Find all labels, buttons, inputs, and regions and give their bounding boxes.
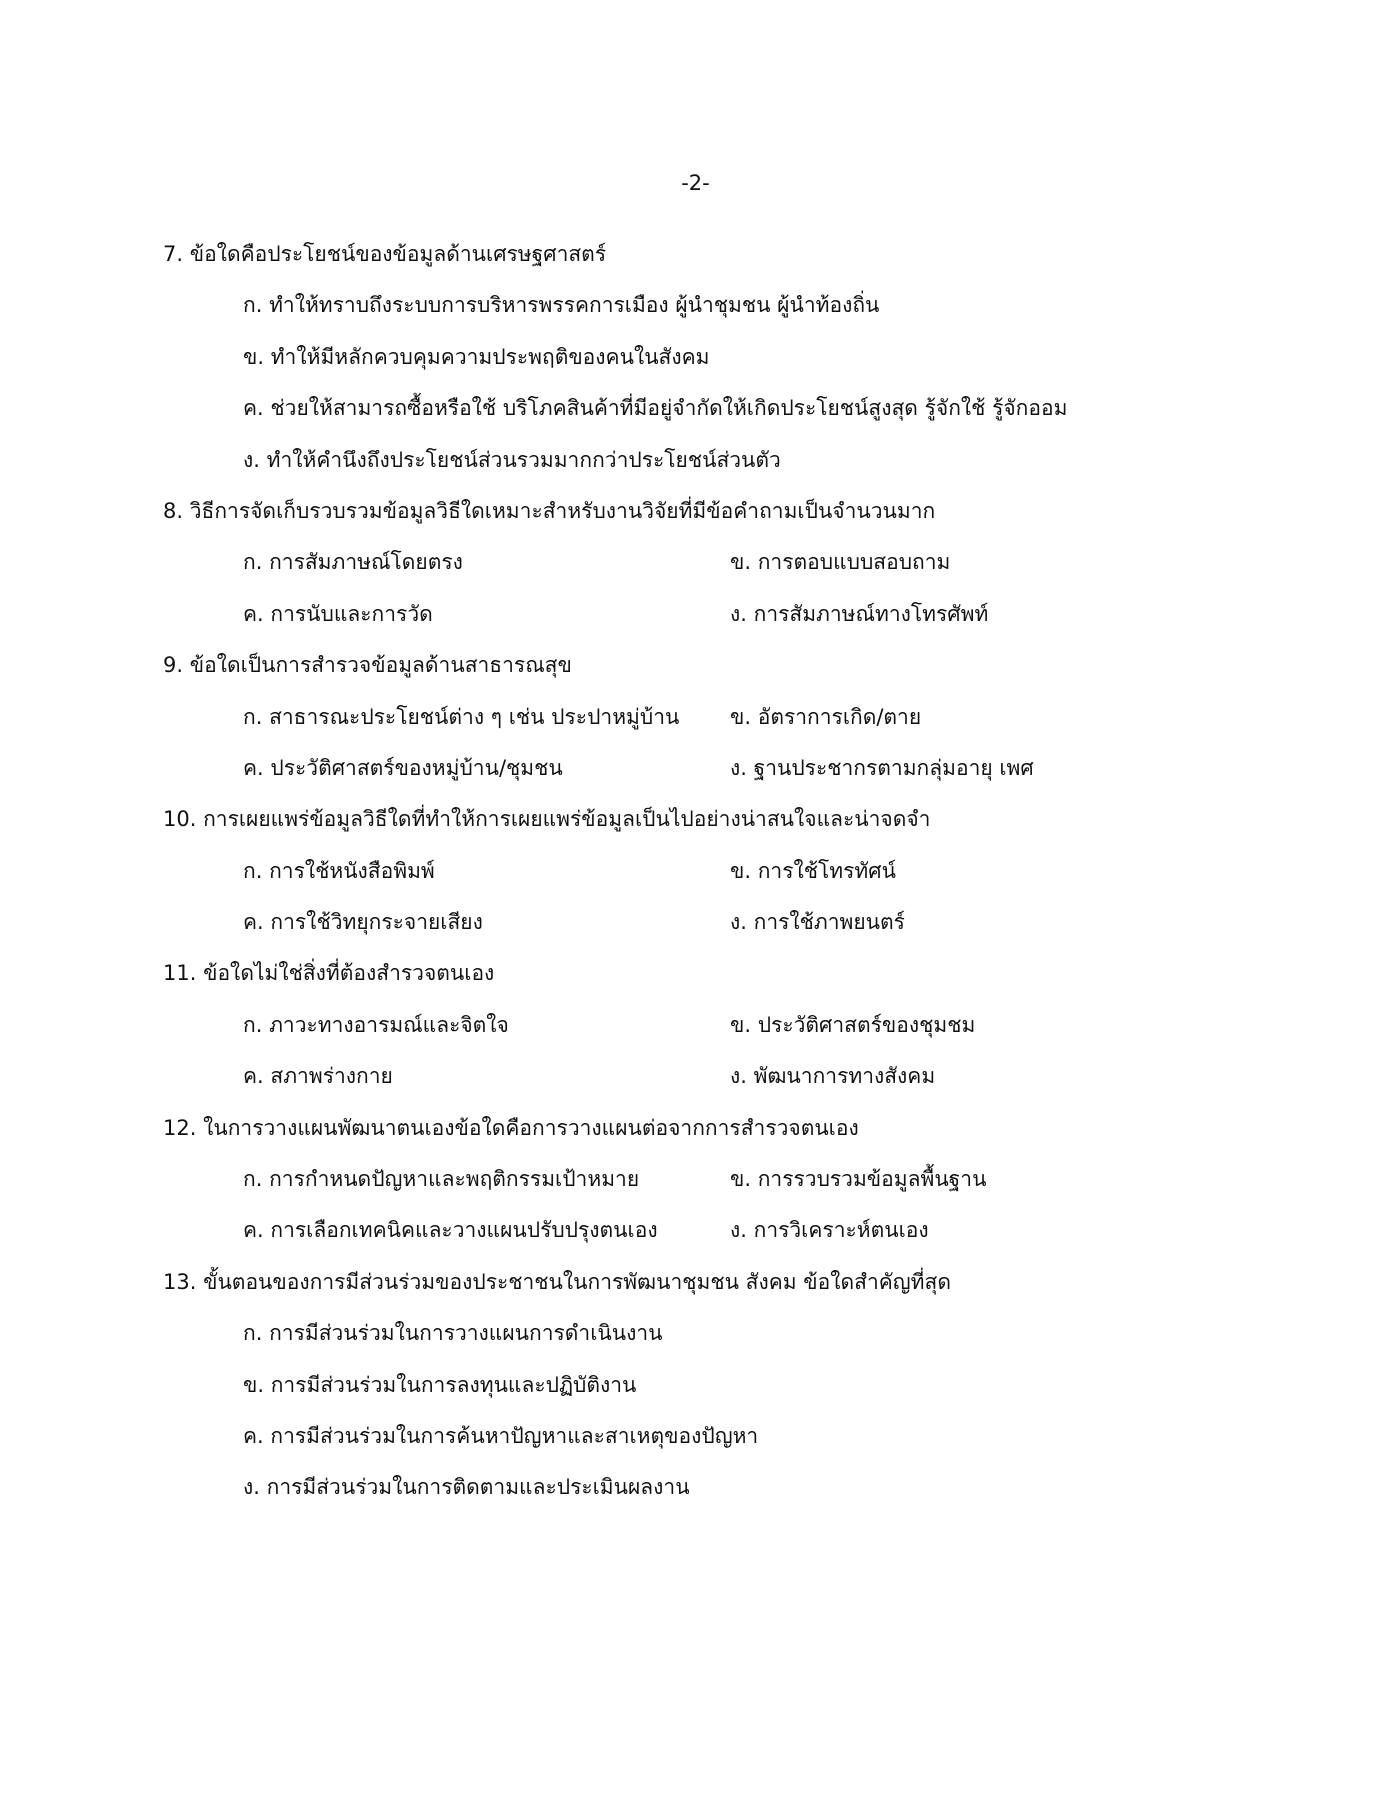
option-b: ข. การใช้โทรทัศน์ <box>730 858 896 883</box>
question-stem: ขั้นตอนของการมีส่วนร่วมของประชาชนในการพัฒนาชุมชน สังคม ข้อใดสำคัญที่สุด <box>203 1269 951 1294</box>
option-d: ง. ทำให้คำนึงถึงประโยชน์ส่วนรวมมากกว่าประโยชน์ส่วนตัว <box>243 447 781 472</box>
option-c: ค. การใช้วิทยุกระจายเสียง <box>243 910 483 935</box>
option-d: ง. การวิเคราะห์ตนเอง <box>730 1218 929 1243</box>
option-row <box>163 1161 1263 1212</box>
option-a: ก. ภาวะทางอารมณ์และจิตใจ <box>243 1012 509 1037</box>
option-c: ค. การมีส่วนร่วมในการค้นหาปัญหาและสาเหตุของปัญหา <box>243 1423 759 1448</box>
option-row <box>163 750 1263 801</box>
question-number: 12. <box>163 1115 197 1140</box>
option-d: ง. การสัมภาษณ์ทางโทรศัพท์ <box>730 601 989 626</box>
option-row <box>163 853 1263 904</box>
option-a: ก. การสัมภาษณ์โดยตรง <box>243 550 463 575</box>
question-text <box>163 1110 1263 1161</box>
page-number-text: -2- <box>681 171 710 195</box>
question-text <box>163 647 1263 698</box>
question-9 <box>163 647 1263 801</box>
question-text <box>163 236 1263 287</box>
question-number: 10. <box>163 807 197 832</box>
question-12 <box>163 1110 1263 1264</box>
question-stem: ข้อใดคือประโยชน์ของข้อมูลด้านเศรษฐศาสตร์ <box>189 242 607 266</box>
question-number: 8. <box>163 498 184 523</box>
option-b: ข. ประวัติศาสตร์ของชุมชม <box>730 1012 976 1037</box>
question-number: 9. <box>163 653 184 678</box>
question-number: 13. <box>163 1269 197 1294</box>
option-b: ข. การรวบรวมข้อมูลพื้นฐาน <box>730 1167 987 1192</box>
option-row <box>163 1007 1263 1058</box>
question-number: 7. <box>163 242 184 266</box>
option-a: ก. การมีส่วนร่วมในการวางแผนการดำเนินงาน <box>243 1321 663 1346</box>
question-text <box>163 955 1263 1006</box>
option-c: ค. การนับและการวัด <box>243 601 433 626</box>
question-11 <box>163 955 1263 1109</box>
option-c: ค. สภาพร่างกาย <box>243 1064 393 1089</box>
question-stem: ข้อใดเป็นการสำรวจข้อมูลด้านสาธารณสุข <box>189 653 572 678</box>
question-stem: ในการวางแผนพัฒนาตนเองข้อใดคือการวางแผนต่อจากการสำรวจตนเอง <box>203 1115 859 1140</box>
option-c: ค. ประวัติศาสตร์ของหมู่บ้าน/ชุมชน <box>243 755 563 780</box>
option-row <box>163 1058 1263 1109</box>
option-a: ก. ทำให้ทราบถึงระบบการบริหารพรรคการเมือง ผู้นำชุมชน ผู้นำท้องถิ่น <box>243 293 880 318</box>
option-c: ค. การเลือกเทคนิคและวางแผนปรับปรุงตนเอง <box>243 1218 658 1243</box>
option-d: ง. พัฒนาการทางสังคม <box>730 1064 936 1089</box>
option-b: ข. ทำให้มีหลักควบคุมความประพฤติของคนในสังคม <box>243 344 710 369</box>
option-row <box>163 544 1263 595</box>
question-number: 11. <box>163 961 197 986</box>
option-a: ก. สาธารณะประโยชน์ต่าง ๆ เช่น ประปาหมู่บ้าน <box>243 704 680 729</box>
option-b: ข. อัตราการเกิด/ตาย <box>730 704 922 729</box>
exam-questions <box>163 236 1263 1521</box>
option-d: ง. ฐานประชากรตามกลุ่มอายุ เพศ <box>730 755 1034 780</box>
question-7 <box>163 236 1263 493</box>
question-10 <box>163 801 1263 955</box>
question-8 <box>163 493 1263 647</box>
option-b: ข. การมีส่วนร่วมในการลงทุนและปฏิบัติงาน <box>243 1372 637 1397</box>
option-b: ข. การตอบแบบสอบถาม <box>730 550 951 575</box>
option-row <box>163 904 1263 955</box>
option-c: ค. ช่วยให้สามารถซื้อหรือใช้ บริโภคสินค้าที่มีอยู่จำกัดให้เกิดประโยชน์สูงสุด รู้จักใช้ รู้จักออม <box>243 396 1068 421</box>
question-stem: วิธีการจัดเก็บรวบรวมข้อมูลวิธีใดเหมาะสำหรับงานวิจัยที่มีข้อคำถามเป็นจำนวนมาก <box>189 498 936 523</box>
question-text <box>163 1264 1263 1315</box>
question-stem: การเผยแพร่ข้อมูลวิธีใดที่ทำให้การเผยแพร่ข้อมูลเป็นไปอย่างน่าสนใจและน่าจดจำ <box>203 807 931 832</box>
question-text <box>163 493 1263 544</box>
page-number <box>0 168 1391 198</box>
question-text <box>163 801 1263 852</box>
option-a: ก. การใช้หนังสือพิมพ์ <box>243 858 435 883</box>
option-row <box>163 1212 1263 1263</box>
question-stem: ข้อใดไม่ใช่สิ่งที่ต้องสำรวจตนเอง <box>203 961 495 986</box>
option-a: ก. การกำหนดปัญหาและพฤติกรรมเป้าหมาย <box>243 1167 640 1192</box>
option-d: ง. การใช้ภาพยนตร์ <box>730 910 905 935</box>
option-row <box>163 699 1263 750</box>
option-d: ง. การมีส่วนร่วมในการติดตามและประเมินผลงาน <box>243 1475 690 1500</box>
question-13 <box>163 1264 1263 1521</box>
option-row <box>163 596 1263 647</box>
